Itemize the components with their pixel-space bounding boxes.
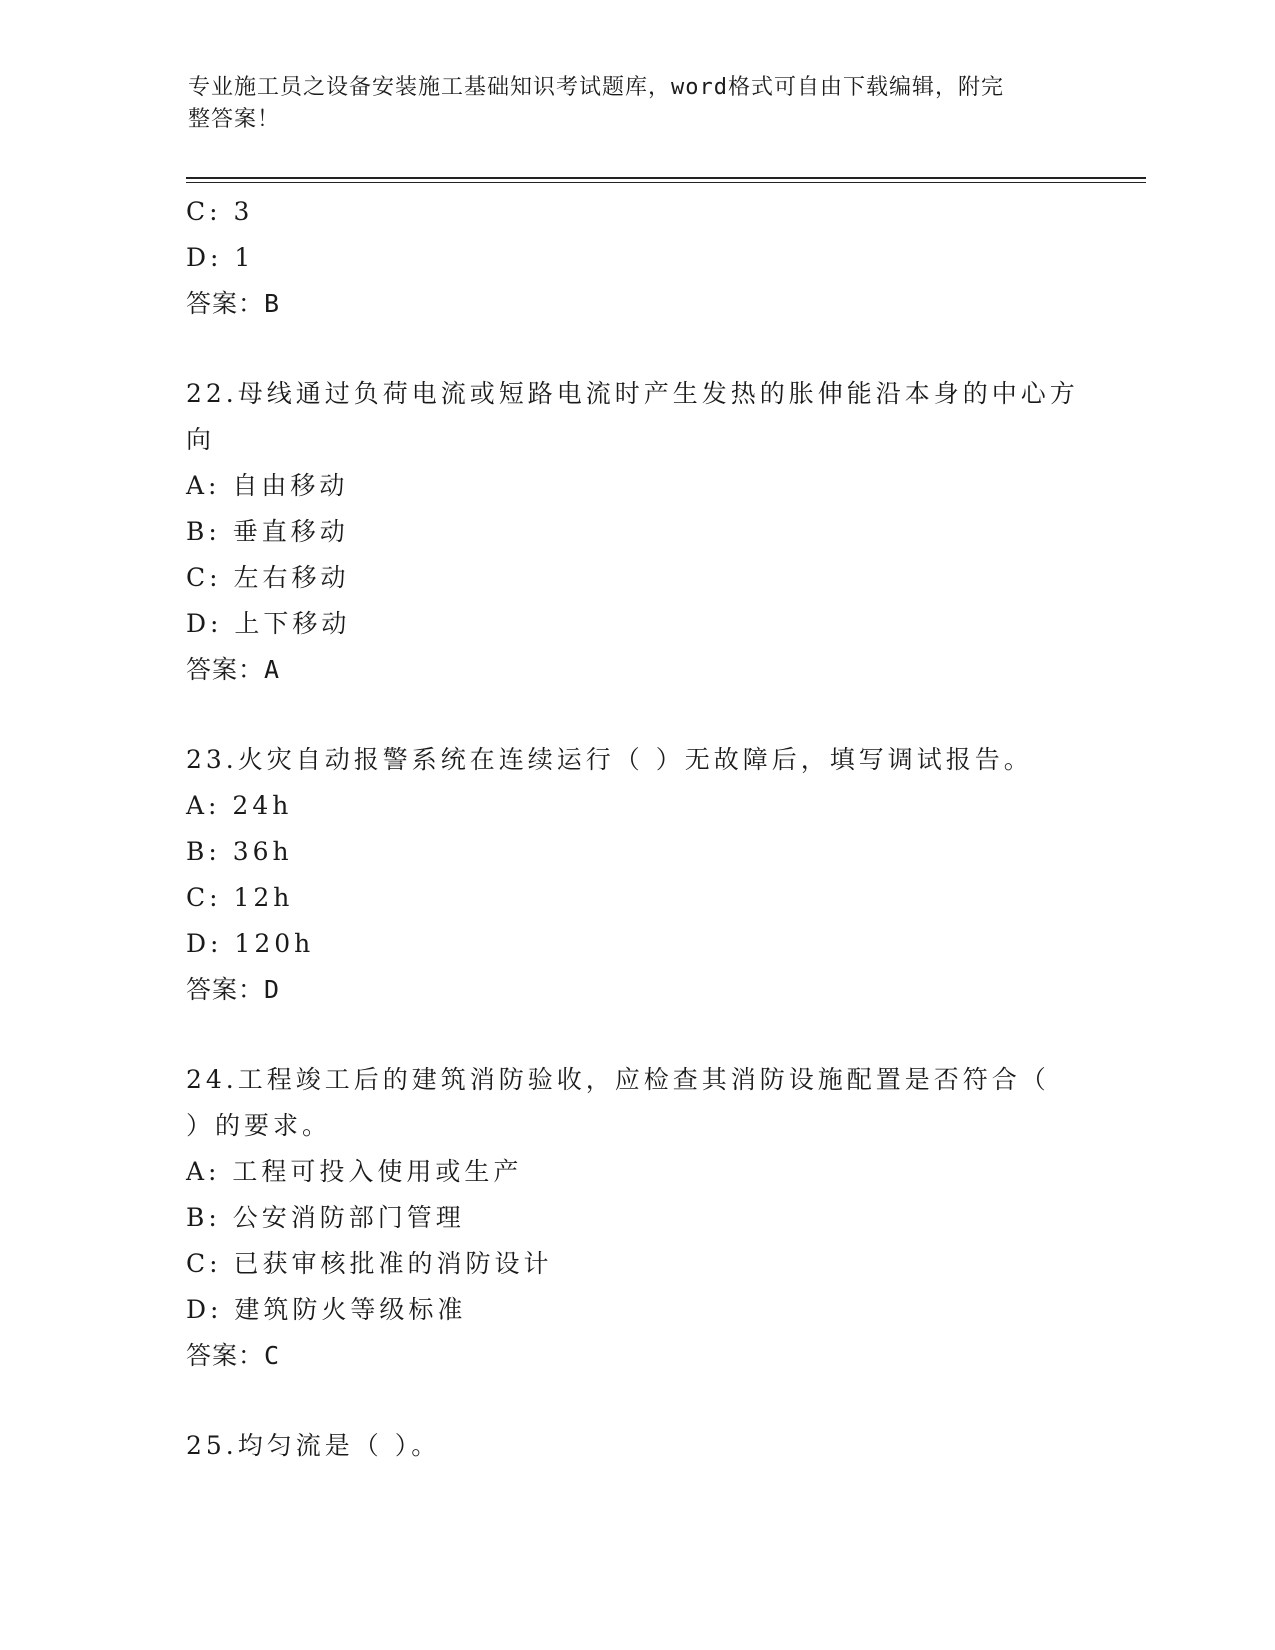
option-b: B: 垂直移动 (186, 517, 349, 546)
spacer (186, 327, 1086, 371)
answer-line: 答案：D (186, 975, 281, 1004)
option-d: D: 1 (186, 243, 255, 272)
header-divider-thick (186, 177, 1146, 179)
spacer (186, 1013, 1086, 1057)
question-block-24 (186, 1057, 1086, 1379)
option-c: C: 12h (186, 883, 294, 912)
option-d: D: 上下移动 (186, 609, 351, 638)
answer-line: 答案：C (186, 1341, 281, 1370)
header-line-1: 专业施工员之设备安装施工基础知识考试题库，word格式可自由下载编辑，附完 (188, 75, 1004, 100)
question-block-25 (186, 1423, 1086, 1469)
option-b: B: 公安消防部门管理 (186, 1203, 465, 1232)
option-a: A: 自由移动 (186, 471, 349, 500)
question-text-line-2: ）的要求。 (186, 1111, 332, 1140)
question-text-line-2: 向 (186, 425, 216, 454)
question-text-line-1: 22.母线通过负荷电流或短路电流时产生发热的胀伸能沿本身的中心方 (186, 379, 1079, 408)
option-d: D: 120h (186, 929, 315, 958)
document-header (188, 72, 1068, 136)
spacer (186, 693, 1086, 737)
question-text-line-1: 24.工程竣工后的建筑消防验收，应检查其消防设施配置是否符合（ (186, 1065, 1050, 1094)
option-c: C: 已获审核批准的消防设计 (186, 1249, 553, 1278)
question-text-line-1: 23.火灾自动报警系统在连续运行（ ）无故障后，填写调试报告。 (186, 745, 1033, 774)
question-content (186, 189, 1086, 1469)
header-line-2: 整答案！ (188, 107, 281, 132)
option-b: B: 36h (186, 837, 293, 866)
option-a: A: 24h (186, 791, 293, 820)
answer-line: 答案：B (186, 289, 281, 318)
spacer (186, 1379, 1086, 1423)
option-d: D: 建筑防火等级标准 (186, 1295, 467, 1324)
option-c: C: 左右移动 (186, 563, 350, 592)
question-block-22 (186, 371, 1086, 693)
option-c: C: 3 (186, 197, 254, 226)
question-text-line-1: 25.均匀流是（ ）。 (186, 1431, 441, 1460)
answer-line: 答案：A (186, 655, 281, 684)
question-block-21 (186, 189, 1086, 327)
question-block-23 (186, 737, 1086, 1013)
header-divider-thin (186, 182, 1146, 183)
option-a: A: 工程可投入使用或生产 (186, 1157, 523, 1186)
